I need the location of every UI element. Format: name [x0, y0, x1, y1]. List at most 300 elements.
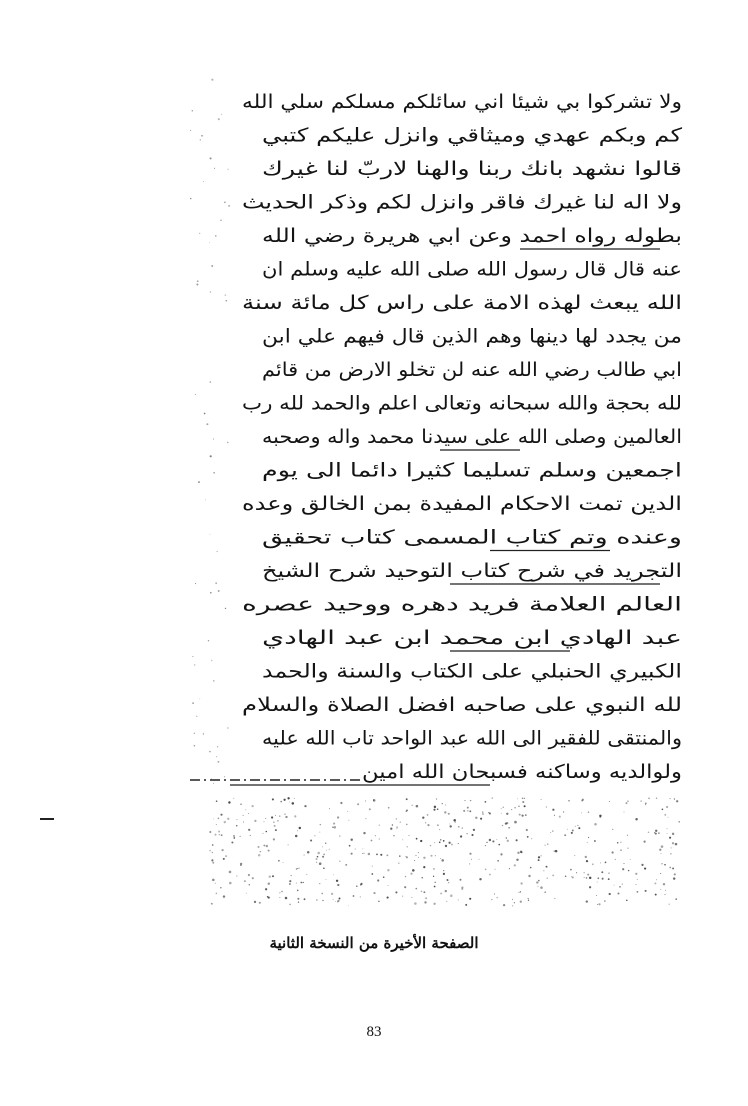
- manuscript-line: لله النبوي على صاحبه افضل الصلاة والسلام: [242, 694, 682, 716]
- scan-speckle: [559, 816, 561, 818]
- scan-speckle: [190, 198, 191, 199]
- scan-speckle: [469, 898, 471, 900]
- scan-speckle: [645, 890, 647, 892]
- scan-speckle: [628, 870, 629, 871]
- scan-speckle: [420, 840, 422, 842]
- scan-speckle: [190, 130, 191, 131]
- scan-speckle: [217, 551, 218, 552]
- scan-speckle: [430, 845, 431, 846]
- scan-speckle: [521, 851, 523, 853]
- scan-speckle: [609, 893, 611, 895]
- scan-speckle: [194, 745, 196, 747]
- scan-speckle: [482, 813, 484, 815]
- scan-speckle: [433, 868, 435, 870]
- scan-speckle: [272, 798, 274, 800]
- scan-speckle: [470, 800, 471, 801]
- scan-speckle: [316, 862, 317, 863]
- scan-speckle: [446, 901, 447, 902]
- scan-speckle: [316, 858, 318, 860]
- scan-speckle: [297, 830, 298, 831]
- scan-speckle: [243, 815, 244, 816]
- scan-speckle: [661, 863, 662, 864]
- manuscript-line: بطوله رواه احمد وعن ابي هريرة رضي الله: [262, 225, 682, 247]
- scan-speckle: [365, 818, 366, 819]
- scan-speckle: [423, 857, 425, 859]
- scan-speckle: [554, 850, 555, 851]
- scan-speckle: [611, 851, 613, 853]
- scan-speckle: [347, 811, 348, 812]
- scan-speckle: [197, 280, 199, 282]
- scan-speckle: [274, 825, 276, 827]
- scan-speckle: [215, 883, 216, 884]
- scan-speckle: [259, 902, 261, 904]
- scan-speckle: [574, 855, 575, 856]
- manuscript-line: الله يبعث لهذه الامة على راس كل مائة سنة: [242, 292, 682, 314]
- manuscript-page-image: [190, 78, 690, 910]
- scan-speckle: [263, 833, 264, 834]
- scan-speckle: [441, 859, 444, 862]
- scan-speckle: [194, 664, 196, 666]
- scan-speckle: [368, 853, 371, 856]
- scan-speckle: [462, 827, 463, 828]
- scan-speckle: [586, 900, 588, 902]
- scan-speckle: [211, 79, 213, 81]
- scan-speckle: [598, 903, 600, 905]
- scan-speckle: [501, 813, 502, 814]
- scan-speckle: [444, 811, 446, 813]
- scan-speckle: [260, 851, 262, 853]
- scan-speckle: [297, 890, 299, 892]
- scan-speckle: [267, 896, 268, 897]
- scan-speckle: [192, 110, 194, 112]
- scan-speckle: [469, 863, 470, 864]
- scan-speckle: [278, 860, 280, 862]
- scan-speckle: [371, 840, 373, 842]
- scan-speckle: [210, 381, 212, 383]
- scan-speckle: [643, 840, 645, 842]
- scan-speckle: [615, 859, 616, 860]
- scan-speckle: [467, 833, 468, 834]
- scan-speckle: [674, 873, 676, 875]
- scan-speckle: [254, 820, 256, 822]
- scan-speckle: [283, 862, 284, 863]
- scan-speckle: [602, 878, 604, 880]
- scan-speckle: [211, 859, 213, 861]
- scan-speckle: [371, 873, 373, 875]
- scan-speckle: [297, 868, 298, 869]
- scan-speckle: [407, 846, 409, 848]
- scan-speckle: [362, 853, 363, 854]
- scan-speckle: [660, 889, 661, 890]
- scan-speckle: [531, 838, 532, 839]
- scan-speckle: [321, 893, 323, 895]
- scan-speckle: [209, 751, 211, 753]
- scan-speckle: [655, 894, 657, 896]
- scan-speckle: [663, 883, 665, 885]
- scan-speckle: [604, 900, 606, 902]
- scan-speckle: [379, 839, 380, 840]
- scan-speckle: [660, 873, 661, 874]
- scan-speckle: [564, 834, 566, 836]
- scan-speckle: [480, 818, 482, 820]
- scan-speckle: [434, 886, 436, 888]
- scan-speckle: [266, 831, 268, 833]
- scan-speckle: [475, 817, 477, 819]
- scan-speckle: [216, 800, 218, 802]
- scan-speckle: [363, 832, 365, 834]
- scan-speckle: [192, 702, 194, 704]
- scan-speckle: [300, 882, 302, 884]
- scan-speckle: [488, 812, 489, 813]
- scan-speckle: [521, 882, 523, 884]
- scan-speckle: [414, 860, 415, 861]
- scan-speckle: [437, 808, 439, 810]
- scan-speckle: [462, 888, 463, 889]
- scan-speckle: [402, 896, 403, 897]
- scan-speckle: [552, 874, 554, 876]
- scan-speckle: [528, 900, 529, 901]
- scan-speckle: [656, 798, 657, 799]
- scan-speckle: [272, 875, 274, 877]
- scan-speckle: [436, 798, 437, 799]
- scan-speckle: [619, 886, 620, 887]
- scan-speckle: [198, 481, 200, 483]
- scan-speckle: [268, 850, 270, 852]
- scan-speckle: [306, 874, 307, 875]
- manuscript-line: من يجدد لها دينها وهم الذين قال فيهم علي ابن: [262, 325, 682, 348]
- scan-speckle: [351, 853, 353, 855]
- scan-speckle: [337, 816, 339, 818]
- scan-speckle: [485, 845, 486, 846]
- scan-speckle: [479, 859, 480, 860]
- scan-speckle: [364, 853, 365, 854]
- scan-speckle: [451, 844, 453, 846]
- scan-speckle: [554, 898, 555, 899]
- scan-speckle: [575, 826, 576, 827]
- scan-speckle: [671, 847, 672, 848]
- scan-speckle: [275, 815, 276, 816]
- scan-speckle: [298, 867, 299, 868]
- scan-speckle: [213, 818, 214, 819]
- scan-speckle: [233, 798, 234, 799]
- scan-speckle: [224, 776, 225, 777]
- scan-speckle: [317, 852, 320, 855]
- scan-speckle: [412, 869, 415, 872]
- scan-speckle: [586, 877, 588, 879]
- scan-speckle: [678, 821, 680, 823]
- scan-speckle: [216, 756, 217, 757]
- manuscript-line: ابي طالب رضي الله عنه لن تخلو الارض من قائم: [262, 359, 682, 381]
- scan-speckle: [546, 807, 547, 808]
- scan-speckle: [547, 844, 548, 845]
- scan-speckle: [279, 815, 280, 816]
- scan-speckle: [273, 821, 275, 823]
- scan-speckle: [210, 291, 211, 292]
- manuscript-line: العالم العلامة فريد دهره ووحيد عصره: [242, 593, 682, 616]
- scan-speckle: [254, 901, 256, 903]
- scan-speckle: [333, 899, 334, 900]
- scan-speckle: [582, 799, 584, 801]
- scan-speckle: [325, 843, 326, 844]
- scan-speckle: [543, 870, 544, 871]
- scan-speckle: [471, 859, 472, 860]
- scan-speckle: [601, 871, 603, 873]
- scan-speckle: [212, 862, 214, 864]
- scan-speckle: [251, 805, 253, 807]
- scan-speckle: [387, 869, 389, 871]
- scan-speckle: [672, 842, 674, 844]
- scan-speckle: [443, 840, 445, 842]
- scan-speckle: [489, 839, 491, 841]
- scan-speckle: [279, 897, 280, 898]
- scan-speckle: [357, 803, 359, 805]
- scan-speckle: [266, 845, 269, 848]
- scan-speckle: [349, 845, 351, 847]
- scan-speckle: [439, 829, 440, 830]
- scan-speckle: [494, 893, 495, 894]
- scan-speckle: [492, 798, 493, 799]
- scan-speckle: [670, 798, 671, 799]
- scan-speckle: [331, 893, 333, 895]
- scan-speckle: [469, 853, 471, 855]
- scan-speckle: [373, 892, 375, 894]
- scan-speckle: [387, 897, 389, 899]
- scan-speckle: [196, 716, 197, 717]
- scan-speckle: [218, 118, 220, 120]
- scan-speckle: [496, 839, 497, 840]
- scan-speckle: [425, 897, 427, 899]
- scan-speckle: [228, 205, 230, 207]
- scan-speckle: [479, 878, 481, 880]
- scan-speckle: [414, 902, 417, 905]
- scan-speckle: [194, 733, 195, 734]
- scan-speckle: [445, 804, 446, 805]
- scan-speckle: [514, 821, 517, 824]
- scan-speckle: [326, 879, 327, 880]
- manuscript-line: ولا اله لنا غيرك فاقر وانزل لكم وذكر الحديث: [242, 191, 682, 214]
- scan-speckle: [620, 849, 622, 851]
- scan-speckle: [463, 810, 465, 812]
- scan-speckle: [196, 283, 198, 285]
- scan-speckle: [427, 824, 429, 826]
- scan-speckle: [636, 884, 637, 885]
- scan-speckle: [192, 656, 193, 657]
- scan-speckle: [388, 885, 389, 886]
- scan-speckle: [676, 800, 678, 802]
- scan-speckle: [285, 897, 288, 900]
- scan-speckle: [617, 842, 619, 844]
- scan-speckle: [218, 818, 220, 820]
- scan-speckle: [421, 891, 423, 893]
- scan-speckle: [212, 879, 215, 882]
- scan-speckle: [339, 861, 340, 862]
- scan-speckle: [284, 814, 285, 815]
- scan-speckle: [396, 818, 398, 820]
- scan-speckle: [641, 864, 643, 866]
- scan-speckle: [289, 802, 290, 803]
- scan-speckle: [244, 880, 246, 882]
- scan-speckle: [464, 800, 465, 801]
- scan-speckle: [225, 300, 227, 302]
- scan-speckle: [672, 867, 674, 869]
- scan-speckle: [434, 842, 435, 843]
- scan-speckle: [210, 455, 212, 457]
- scan-speckle: [453, 819, 456, 822]
- scan-speckle: [360, 896, 361, 897]
- scan-speckle: [520, 901, 522, 903]
- scan-speckle: [592, 863, 594, 865]
- scan-speckle: [640, 800, 641, 801]
- scan-speckle: [218, 831, 220, 833]
- scan-speckle: [211, 265, 213, 267]
- scan-speckle: [588, 811, 589, 812]
- scan-speckle: [376, 854, 378, 856]
- scan-speckle: [626, 802, 628, 804]
- scan-speckle: [329, 849, 330, 850]
- scan-speckle: [334, 826, 337, 829]
- scan-speckle: [246, 893, 247, 894]
- scan-speckle: [442, 803, 443, 804]
- scan-speckle: [257, 846, 259, 848]
- scan-speckle: [223, 895, 225, 897]
- scan-speckle: [211, 778, 212, 779]
- manuscript-line: قالوا نشهد بانك ربنا والهنا لاربّ لنا غيرك: [262, 158, 682, 180]
- scan-speckle: [622, 868, 624, 870]
- scan-speckle: [536, 881, 538, 883]
- scan-speckle: [217, 746, 218, 747]
- scan-speckle: [514, 807, 516, 809]
- scan-speckle: [654, 882, 656, 884]
- scan-speckle: [434, 882, 435, 883]
- scan-speckle: [516, 839, 518, 841]
- scan-speckle: [578, 827, 580, 829]
- scan-speckle: [460, 879, 462, 881]
- scan-speckle: [581, 812, 582, 813]
- manuscript-line: التجريد في شرح كتاب التوحيد شرح الشيخ: [262, 560, 682, 582]
- scan-speckle: [402, 839, 403, 840]
- scan-speckle: [626, 900, 627, 901]
- scan-speckle: [273, 838, 275, 840]
- scan-speckle: [275, 829, 277, 831]
- scan-speckle: [563, 811, 564, 812]
- scan-speckle: [213, 680, 214, 681]
- scan-speckle: [297, 898, 299, 900]
- scan-speckle: [199, 233, 200, 234]
- scan-speckle: [449, 824, 450, 825]
- scan-speckle: [416, 805, 419, 808]
- scan-speckle: [252, 877, 254, 879]
- scan-speckle: [585, 856, 587, 858]
- scan-speckle: [220, 220, 221, 221]
- scan-speckle: [485, 801, 487, 803]
- scan-speckle: [221, 834, 223, 836]
- scan-speckle: [512, 905, 513, 906]
- scan-speckle: [319, 883, 320, 884]
- scan-speckle: [277, 820, 279, 822]
- scan-speckle: [314, 835, 315, 836]
- scan-speckle: [215, 582, 217, 584]
- scan-speckle: [294, 798, 295, 799]
- scan-speckle: [245, 809, 246, 810]
- scan-speckle: [285, 816, 287, 818]
- scan-speckle: [322, 846, 323, 847]
- scan-speckle: [514, 864, 516, 866]
- manuscript-line: والمنتقى للفقير الى الله عبد الواحد تاب الله عليه: [262, 727, 682, 750]
- scan-speckle: [269, 876, 271, 878]
- scan-speckle: [589, 886, 591, 888]
- scan-speckle: [218, 590, 220, 592]
- scan-speckle: [530, 867, 532, 869]
- scan-speckle: [212, 844, 214, 846]
- scan-speckle: [467, 807, 469, 809]
- scan-speckle: [538, 856, 540, 858]
- scan-speckle: [228, 169, 229, 170]
- scan-speckle: [516, 859, 518, 861]
- scan-speckle: [665, 890, 666, 891]
- scan-speckle: [229, 871, 232, 874]
- scan-speckle: [460, 835, 462, 837]
- scan-speckle: [503, 807, 505, 809]
- scan-speckle: [211, 903, 213, 905]
- scan-speckle: [206, 423, 208, 425]
- scan-speckle: [544, 845, 545, 846]
- scan-speckle: [225, 608, 226, 609]
- scan-speckle: [568, 800, 570, 802]
- scan-speckle: [664, 894, 665, 895]
- scan-speckle: [205, 499, 206, 500]
- scan-speckle: [375, 835, 376, 836]
- scan-speckle: [388, 807, 390, 809]
- scan-speckle: [415, 888, 417, 890]
- scan-speckle: [406, 811, 407, 812]
- scan-speckle: [224, 201, 226, 203]
- scan-speckle: [213, 439, 214, 440]
- scan-speckle: [339, 835, 340, 836]
- scan-speckle: [434, 806, 436, 808]
- manuscript-handwriting: [190, 78, 690, 910]
- scan-speckle: [518, 805, 520, 807]
- manuscript-line: الدين تمت الاحكام المفيدة بمن الخالق وعده: [242, 493, 682, 515]
- scan-speckle: [439, 841, 441, 843]
- scan-speckle: [335, 901, 336, 902]
- manuscript-line: كم وبكم عهدي وميثاقي وانزل عليكم كتبي: [262, 124, 684, 147]
- scan-speckle: [443, 873, 445, 875]
- scan-speckle: [263, 845, 265, 847]
- scan-speckle: [594, 840, 596, 842]
- scan-speckle: [201, 135, 203, 137]
- scan-speckle: [489, 874, 491, 876]
- scan-speckle: [538, 886, 539, 887]
- scan-speckle: [203, 181, 204, 182]
- scan-speckle: [333, 823, 335, 825]
- scan-speckle: [627, 801, 628, 802]
- scan-speckle: [648, 798, 650, 800]
- scan-speckle: [423, 891, 425, 893]
- scan-speckle: [386, 854, 388, 856]
- manuscript-line: الكبيري الحنبلي على الكتاب والسنة والحمد: [262, 660, 682, 683]
- scan-speckle: [518, 892, 519, 893]
- scan-speckle: [410, 873, 412, 875]
- scan-speckle: [440, 893, 442, 895]
- manuscript-line: اجمعين وسلم تسليما كثيرا دائما الى يوم: [262, 459, 682, 482]
- scan-speckle: [397, 828, 398, 829]
- scan-speckle: [204, 413, 206, 415]
- scan-speckle: [458, 826, 460, 828]
- scan-speckle: [214, 834, 216, 836]
- scan-speckle: [289, 880, 291, 882]
- scan-speckle: [236, 825, 238, 827]
- scan-speckle: [209, 534, 210, 535]
